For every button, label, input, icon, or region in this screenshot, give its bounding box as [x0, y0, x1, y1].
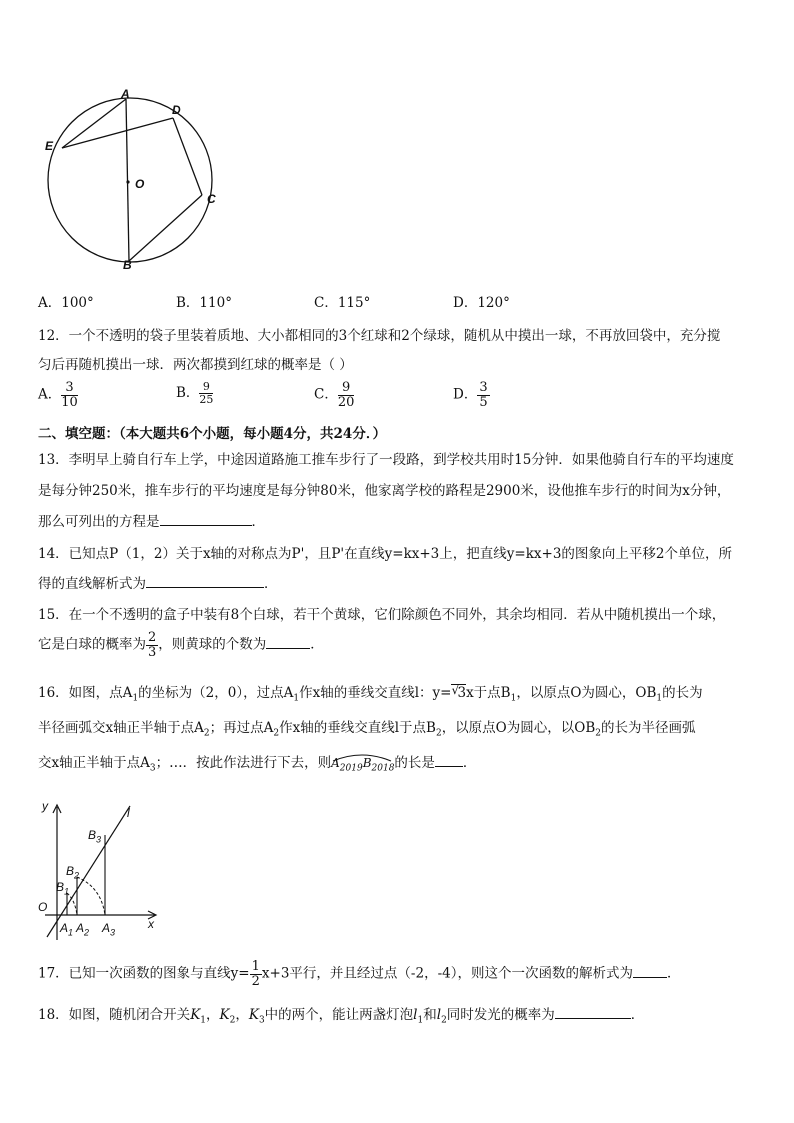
q13-answer-blank: [160, 513, 252, 526]
arc-notation: $A_{2019}B_{2018}$: [331, 756, 395, 774]
label-C: C: [207, 192, 216, 206]
q15-line1: 15．在一个不透明的盒子中装有8个白球，若干个黄球，它们除颜色不同外，其余均相同．若从中随机摸出一个球，: [38, 607, 726, 623]
q14-answer-blank: [146, 575, 264, 588]
q14-line1: 14．已知点P（1，2）关于x轴的对称点为P'，且P'在直线y=kx+3上，把直线y=kx+3的图象向上平移2个单位，所: [38, 546, 732, 562]
center-point: [126, 180, 129, 183]
q13-line1: 13．李明早上骑自行车上学，中途因道路施工推车步行了一段路，到学校共用时15分钟．如果他骑自行车的平均速度: [38, 452, 734, 468]
graph-label-B2: $B_2$: [66, 864, 80, 881]
circle: [48, 98, 212, 262]
graph-label-A2: $A_2$: [76, 921, 90, 938]
segment-ED: [62, 118, 173, 148]
graph-label-A3: $A_3$: [102, 921, 116, 938]
graph-label-B3: $B_3$: [88, 828, 102, 845]
graph-label-O: O: [38, 900, 48, 914]
section-fill-blank-heading: 二、填空题：（本大题共6个小题，每小题4分，共24分．）: [38, 426, 387, 442]
q16-answer-blank: [435, 754, 463, 767]
segment-DC: [173, 118, 202, 195]
q16-line2: 半径画弧交x轴正半轴于点$A_2$；再过点$A_2$作x轴的垂线交直线l于点$B_2$，以原点O为圆心，以$OB_2$的长为半径画弧: [38, 720, 696, 739]
q16-line1: 16．如图，点$A_1$的坐标为（2，0），过点$A_1$作x轴的垂线交直线l：y= √ 3x于点$B_1$，以原点O为圆心，$OB_1$的长为: [38, 683, 703, 704]
q15-answer-blank: [266, 636, 310, 649]
q14-line2: 得的直线解析式为 ．: [38, 576, 278, 592]
q12-option-c: C． $\frac{9}{20}$: [314, 380, 355, 410]
graph-label-B1: $B_1$: [56, 880, 70, 897]
q12-option-d: D． $\frac{3}{5}$: [453, 380, 488, 410]
q12-line1: 12．一个不透明的袋子里装着质地、大小都相同的3个红球和2个绿球，随机从中摸出一球，不再放回袋中，充分搅: [38, 328, 721, 344]
q18-line: 18．如图，随机闭合开关$K_1$，$K_2$，$K_3$中的两个，能让两盏灯泡$l_1$和$l_2$同时发光的概率为 ．: [38, 1007, 645, 1026]
line-l: [47, 806, 130, 937]
q11-option-b: B．110°: [176, 295, 232, 311]
label-E: E: [45, 139, 54, 153]
q13-line3: 那么可列出的方程是 ．: [38, 514, 265, 530]
segment-CB: [129, 195, 202, 261]
segment-AB: [126, 99, 129, 261]
q13-line2: 是每分钟250米，推车步行的平均速度是每分钟80米，他家离学校的路程是2900米，设他推车步行的时间为x分钟，: [38, 483, 731, 499]
label-D: D: [172, 103, 181, 117]
q17-answer-blank: [633, 965, 667, 978]
q18-answer-blank: [555, 1006, 631, 1019]
label-O: O: [135, 177, 145, 191]
q12-line2: 匀后再随机摸出一球．两次都摸到红球的概率是（ ）: [38, 357, 353, 373]
q11-option-d: D．120°: [453, 295, 510, 311]
q16-line3: 交x轴正半轴于点$A_3$；…．按此作法进行下去，则 $A_{2019}B_{2018}$的长是 ．: [38, 755, 477, 774]
graph-label-x: x: [148, 917, 154, 931]
graph-label-y: y: [42, 799, 48, 813]
q11-option-a: A．100°: [38, 295, 94, 311]
graph-label-l: l: [127, 806, 130, 820]
graph-label-A1: $A_1$: [60, 921, 74, 938]
coordinate-figure: [35, 795, 165, 945]
q12-option-a: A． $\frac{3}{10}$: [38, 380, 78, 410]
q12-option-b: B． $\frac{9}{25}$: [176, 380, 214, 406]
q17-line: 17．已知一次函数的图象与直线y= $\frac{1}{2}$ x+3平行，并且经过点（-2，-4），则这个一次函数的解析式为 ．: [38, 959, 681, 989]
label-B: B: [123, 258, 132, 272]
q11-option-c: C．115°: [314, 295, 371, 311]
label-A: A: [121, 87, 130, 101]
q15-line2: 它是白球的概率为 $\frac{2}{3}$ ，则黄球的个数为 ．: [38, 630, 324, 660]
